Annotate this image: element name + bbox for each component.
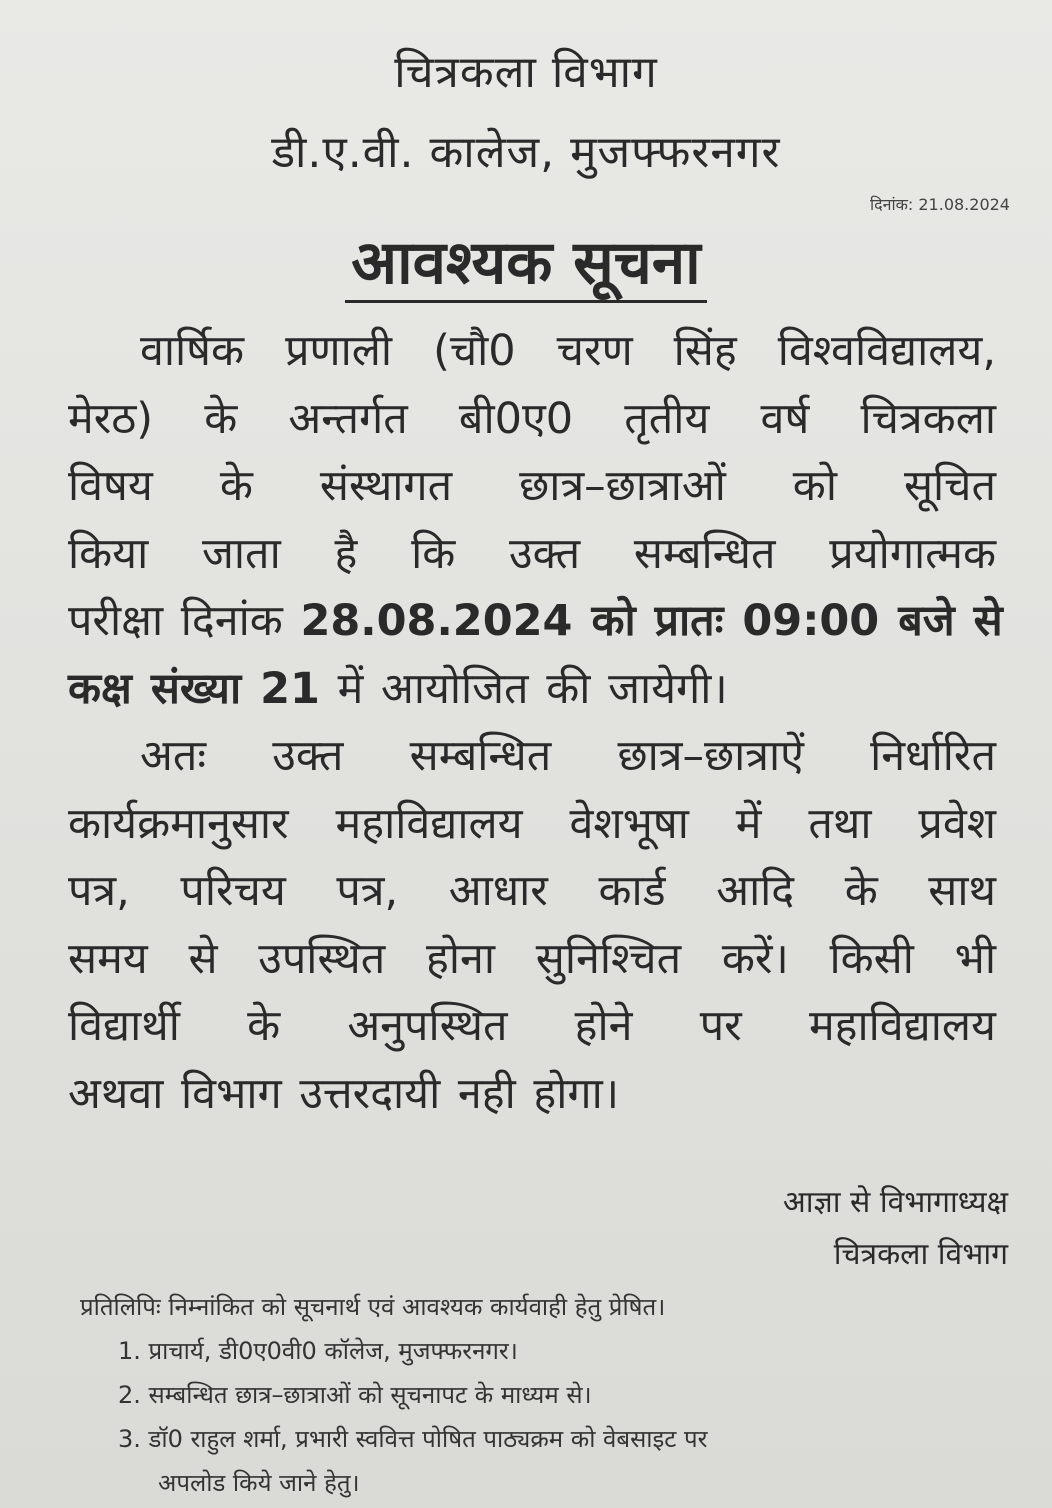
exam-date-label: परीक्षा दिनांक xyxy=(68,596,283,646)
para2-line5: विद्यार्थी के अनुपस्थित होने पर महाविद्यालय xyxy=(68,1001,996,1051)
para2-line4: समय से उपस्थित होना सुनिश्चित करें। किसी भी xyxy=(68,933,996,984)
copy-to-section xyxy=(80,1285,980,1505)
para1-line3: विषय के संस्थागत छात्र–छात्राओं को सूचित xyxy=(68,461,996,511)
para2-line1: अतः उक्त सम्बन्धित छात्र–छात्राऐं निर्धारित xyxy=(140,731,996,781)
para1-line4: किया जाता है कि उक्त सम्बन्धित प्रयोगात्मक xyxy=(68,528,996,579)
notice-date: दिनांक: 21.08.2024 xyxy=(869,195,1010,214)
signature-line1: आज्ञा से विभागाध्यक्ष xyxy=(782,1185,1008,1220)
exam-date-time: 28.08.2024 को प्रातः 09:00 बजे से xyxy=(300,596,1003,646)
para2-line6: अथवा विभाग उत्तरदायी नही होगा। xyxy=(68,1068,620,1119)
para2-line3: पत्र, परिचय पत्र, आधार कार्ड आदि के साथ xyxy=(68,866,996,916)
notice-title-text: आवश्यक सूचना xyxy=(345,230,706,303)
copy-item-3-continued: अपलोड किये जाने हेतु। xyxy=(158,1469,360,1497)
copy-item-3: 3. डॉ0 राहुल शर्मा, प्रभारी स्ववित्त पोषित पाठ्यक्रम को वेबसाइट पर xyxy=(118,1425,708,1453)
para1-line6 xyxy=(68,656,996,724)
para1-line2: मेरठ) के अन्तर्गत बी0ए0 तृतीय वर्ष चित्रकला xyxy=(68,393,996,444)
para1-line1: वार्षिक प्रणाली (चौ0 चरण सिंह विश्वविद्यालय, xyxy=(140,326,996,376)
exam-room-suffix: में आयोजित की जायेगी। xyxy=(337,663,728,714)
para1-line5 xyxy=(68,588,1003,656)
exam-room: कक्ष संख्या 21 xyxy=(68,663,320,714)
copy-item-1: 1. प्राचार्य, डी0ए0वी0 कॉलेज, मुजफ्फरनगर। xyxy=(118,1337,518,1365)
department-name: चित्रकला विभाग xyxy=(394,47,658,98)
notice-body xyxy=(68,318,1003,1128)
notice-title xyxy=(0,230,1052,303)
copy-heading: प्रतिलिपिः निम्नांकित को सूचनार्थ एवं आवश्यक कार्यवाही हेतु प्रेषित। xyxy=(80,1293,666,1321)
college-name: डी.ए.वी. कालेज, मुजफ्फरनगर xyxy=(271,127,781,178)
copy-item-2: 2. सम्बन्धित छात्र–छात्राओं को सूचनापट के माध्यम से। xyxy=(118,1381,592,1409)
para2-line2: कार्यक्रमानुसार महाविद्यालय वेशभूषा में तथा प्रवेश xyxy=(68,798,996,849)
signature-line2: चित्रकला विभाग xyxy=(833,1237,1008,1272)
